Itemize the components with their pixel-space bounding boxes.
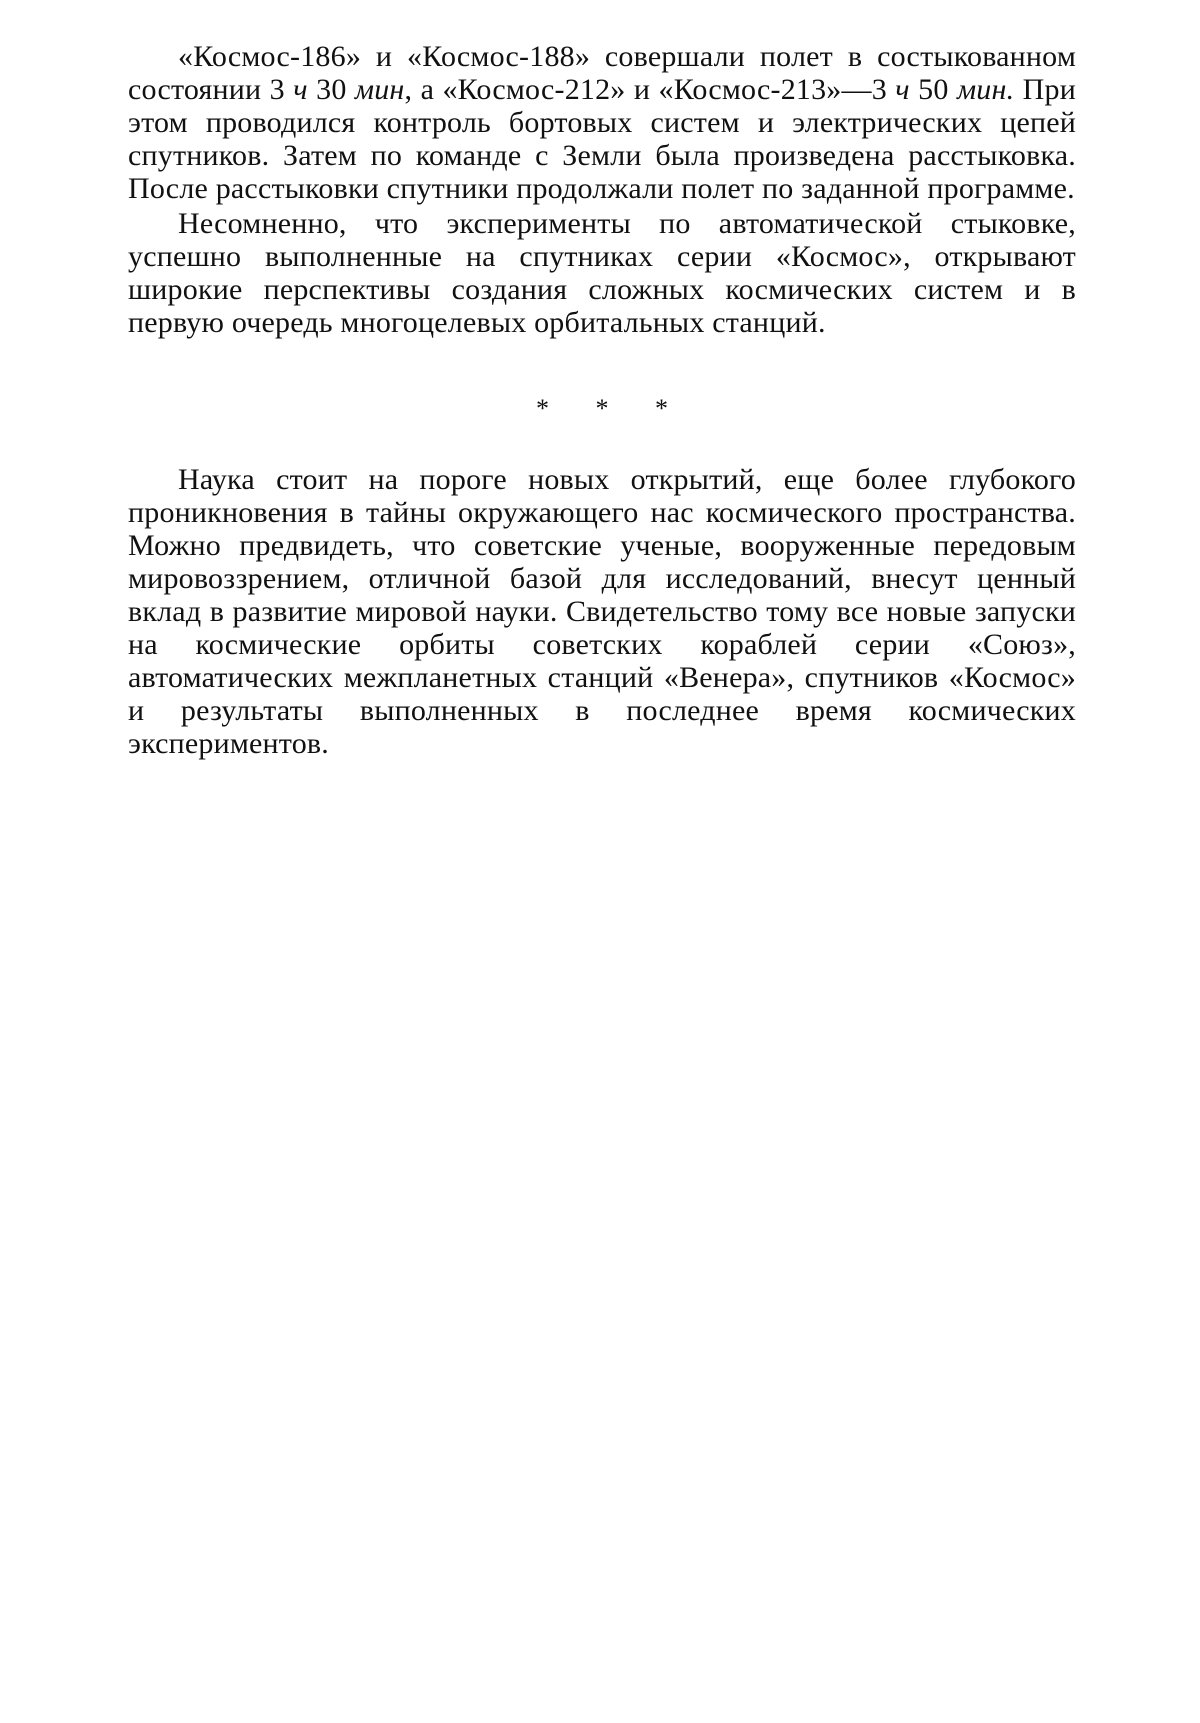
paragraph-text-segment: При этом проводился контроль бортовых систем и электрических цепей спутников. Затем по команде с Земли была произведена расстыковка. После расстыковки спутники продолжали полет по заданной программе.: [128, 73, 1076, 205]
section-1: [128, 40, 1076, 339]
paragraph-text-segment: Несомненно, что эксперименты по автоматической стыковке, успешно выполненные на спутниках серии «Космос», открывают широкие перспективы создания сложных космических систем и в первую очередь многоцелевых орбитальных станций.: [128, 207, 1076, 339]
paragraph-text-italic: мин.: [956, 73, 1015, 106]
paragraph-text-segment: , а «Космос-212» и «Космос-213»—3: [404, 73, 896, 106]
paragraph-text-segment: 30: [307, 73, 355, 106]
asterism-divider: * * *: [536, 394, 688, 423]
paragraph-science-future: [128, 463, 1076, 760]
paragraph-text-italic: ч: [895, 73, 910, 106]
paragraph-docking-prospects: [128, 207, 1076, 339]
paragraph-text-segment: Наука стоит на пороге новых открытий, еще более глубокого проникновения в тайны окружающего нас космического пространства. Можно предвидеть, что советские ученые, вооруженные передовым мировоззрением, отличной базой для исследований, внесут ценный вклад в развитие мировой науки. Свидетельство тому все новые запуски на космические орбиты советских кораблей серии «Союз», автоматических межпланетных станций «Венера», спутников «Космос» и результаты выполненных в последнее время космических экспериментов.: [128, 463, 1076, 760]
paragraph-text-italic: мин: [354, 73, 405, 106]
paragraph-text-segment: 50: [909, 73, 957, 106]
paragraph-text-segment: «Космос-186» и «Космос-188» совершали полет в состыкованном состоянии 3: [128, 40, 1076, 106]
paragraph-text-italic: ч: [293, 73, 308, 106]
document-page: [128, 40, 1076, 760]
paragraph-docking-duration: [128, 40, 1076, 205]
section-2: [128, 463, 1076, 760]
